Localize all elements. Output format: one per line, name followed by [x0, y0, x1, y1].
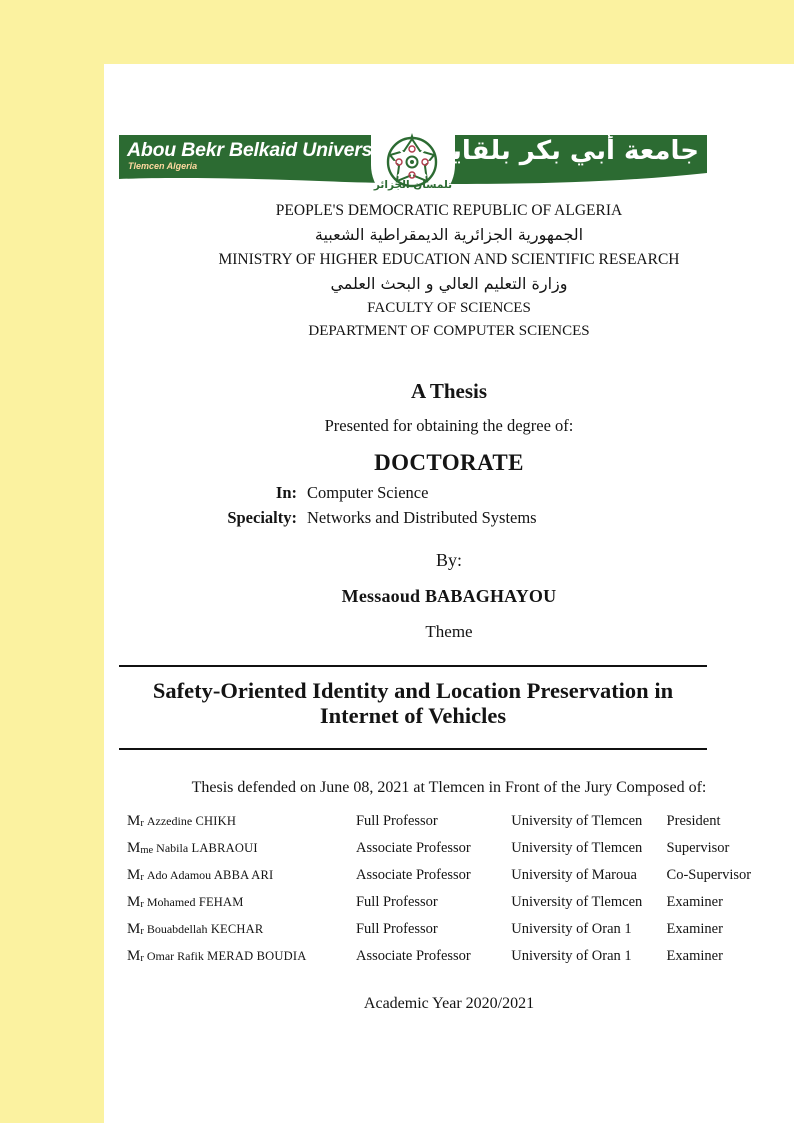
jury-member-given-name: Mohamed	[146, 895, 196, 909]
jury-member-rank: Associate Professor	[355, 840, 471, 856]
institution-line-ministry-ar: وزارة التعليم العالي و البحث العلمي	[330, 274, 568, 293]
presented-for-degree-line: Presented for obtaining the degree of:	[324, 416, 574, 435]
jury-row	[121, 867, 781, 894]
jury-member-rank: Associate Professor	[355, 948, 471, 964]
jury-row	[121, 894, 781, 921]
banner-location-ar: تلمسان الجزائر	[373, 179, 453, 191]
banner-university-name-ar: جامعة أبي بكر بلقايد	[437, 136, 699, 166]
banner-location-en: Tlemcen Algeria	[128, 161, 198, 171]
jury-member-university: University of Tlemcen	[511, 840, 643, 856]
institution-line-country-en: PEOPLE'S DEMOCRATIC REPUBLIC OF ALGERIA	[275, 202, 623, 219]
jury-member-university: University of Tlemcen	[511, 894, 643, 910]
jury-member-given-name: Nabila	[156, 841, 189, 855]
jury-member-honorific: $M_r$	[127, 894, 144, 910]
degree-specialty-value: Networks and Distributed Systems	[307, 508, 537, 527]
jury-member-name	[121, 813, 356, 840]
degree-specialty-label: Specialty:	[227, 508, 297, 527]
title-rule-top	[119, 665, 707, 667]
jury-member-given-name: Ado Adamou	[146, 868, 212, 882]
jury-member-family-name: KECHAR	[207, 922, 264, 936]
jury-member-university: University of Oran 1	[511, 921, 632, 937]
jury-member-honorific: $M_r$	[127, 921, 144, 937]
title-rule-bottom	[119, 748, 707, 750]
jury-member-rank: Full Professor	[355, 813, 438, 829]
defense-statement: Thesis defended on June 08, 2021 at Tlemcen in Front of the Jury Composed of:	[191, 779, 707, 796]
degree-field-value: Computer Science	[307, 483, 429, 502]
jury-member-name	[121, 840, 356, 867]
degree-field-row	[104, 483, 794, 503]
jury-member-family-name: FEHAM	[195, 895, 244, 909]
jury-member-role: Examiner	[666, 894, 723, 910]
university-banner	[119, 135, 707, 191]
jury-member-role: Examiner	[666, 948, 723, 964]
jury-member-family-name: MERAD BOUDIA	[203, 949, 307, 963]
thesis-title: Safety-Oriented Identity and Location Preservation in Internet of Vehicles	[152, 678, 674, 728]
jury-member-honorific: $M_r$	[127, 813, 144, 829]
banner-university-name-en: Abou Bekr Belkaid University	[127, 139, 395, 161]
jury-member-family-name: ABBA ARI	[211, 868, 274, 882]
jury-table	[121, 813, 781, 975]
institution-line-country-ar: الجمهورية الجزائرية الديمقراطية الشعبية	[314, 225, 584, 244]
academic-year: Academic Year 2020/2021	[363, 995, 535, 1012]
theme-label: Theme	[425, 622, 473, 641]
institution-block	[104, 199, 794, 343]
jury-member-rank: Full Professor	[355, 894, 438, 910]
jury-member-family-name: CHIKH	[192, 814, 237, 828]
degree-specialty-row	[104, 508, 794, 528]
jury-member-given-name: Bouabdellah	[146, 922, 208, 936]
jury-member-honorific: $M_r$	[127, 867, 144, 883]
jury-member-given-name: Azzedine	[146, 814, 193, 828]
author-name: Messaoud BABAGHAYOU	[341, 586, 557, 606]
jury-member-role: Supervisor	[666, 840, 730, 856]
jury-member-university: University of Maroua	[511, 867, 637, 883]
jury-member-role: Examiner	[666, 921, 723, 937]
jury-row	[121, 948, 781, 975]
jury-member-honorific: $M_{me}$	[127, 840, 154, 856]
institution-line-department: DEPARTMENT OF COMPUTER SCIENCES	[308, 323, 590, 339]
jury-member-honorific: $M_r$	[127, 948, 144, 964]
jury-member-name	[121, 948, 356, 975]
institution-line-ministry-en: MINISTRY OF HIGHER EDUCATION AND SCIENTIFIC RESEARCH	[218, 251, 680, 268]
jury-member-rank: Associate Professor	[355, 867, 471, 883]
institution-line-faculty: FACULTY OF SCIENCES	[367, 300, 531, 316]
jury-row	[121, 921, 781, 948]
jury-member-name	[121, 894, 356, 921]
jury-row	[121, 813, 781, 840]
degree-field-label: In:	[275, 483, 297, 502]
degree-name: DOCTORATE	[374, 450, 524, 475]
thesis-heading: A Thesis	[410, 379, 488, 403]
jury-member-role: Co-Supervisor	[666, 867, 752, 883]
by-label: By:	[435, 550, 462, 570]
jury-member-given-name: Omar Rafik	[146, 949, 204, 963]
jury-row	[121, 840, 781, 867]
jury-member-university: University of Tlemcen	[511, 813, 643, 829]
degree-details	[104, 483, 794, 533]
thesis-title-page	[104, 64, 794, 1123]
jury-member-name	[121, 867, 356, 894]
jury-member-family-name: LABRAOUI	[188, 841, 258, 855]
jury-member-role: President	[666, 813, 721, 829]
jury-member-university: University of Oran 1	[511, 948, 632, 964]
jury-member-rank: Full Professor	[355, 921, 438, 937]
jury-member-name	[121, 921, 356, 948]
